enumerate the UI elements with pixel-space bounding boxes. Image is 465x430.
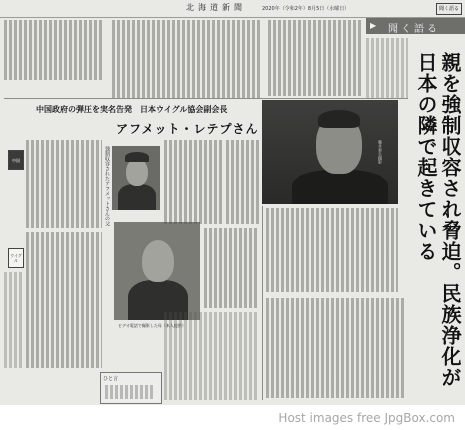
masthead [0, 0, 465, 18]
section-label-box [8, 150, 24, 170]
photo-hair-shape [318, 110, 360, 128]
mother-photo-caption: ビデオ電話で撮影した母（本人提供） [118, 323, 186, 328]
body-text-left-2 [26, 232, 102, 368]
father-cap-shape [125, 152, 149, 162]
mother-photo [114, 222, 200, 320]
watermark: Host images free JpgBox.com [278, 411, 455, 425]
section-label-text-2: ウイグル [10, 253, 22, 263]
headline: 親を強制収容され脅迫。民族浄化が日本の隣で起きている [414, 52, 462, 388]
body-text-top-left [4, 20, 104, 80]
interviewee-name: アフメット・レテプさん [116, 122, 259, 136]
paper-name: 北海道新聞 [186, 3, 246, 12]
body-text-top-middle [112, 20, 262, 98]
body-text-mid-3 [164, 312, 258, 400]
body-text-top-right [268, 20, 362, 96]
article-subhead: 中国政府の弾圧を実名告発 日本ウイグル協会副会長 [36, 105, 228, 114]
photo-body-shape [292, 170, 388, 204]
series-title: 聞く語る [388, 24, 440, 35]
section-label-box-2 [8, 248, 24, 268]
body-text-left-1 [26, 140, 102, 228]
section-tag: 聞く語る [436, 3, 462, 15]
body-text-mid-2 [204, 228, 258, 308]
side-note-text [105, 385, 155, 399]
body-text-right-2 [266, 298, 406, 398]
series-banner [366, 18, 465, 34]
top-divider [4, 98, 408, 99]
father-photo [112, 146, 160, 210]
publication-date: 2020年（令和2年）8月5日（水曜日） [262, 6, 350, 12]
footer-bar [0, 405, 465, 430]
side-note-title: ひと言 [103, 376, 119, 382]
section-label-text: 中国 [12, 157, 20, 163]
body-text-mid-4 [226, 140, 260, 224]
father-head-shape [126, 158, 148, 186]
father-body-shape [118, 184, 156, 210]
body-text-right-1 [266, 208, 398, 292]
body-text-mid-1 [164, 140, 222, 224]
arrow-icon: ▶ [370, 21, 377, 30]
body-text-left-3 [4, 272, 24, 368]
photo-credit: 藤井泰生撮影 [378, 140, 383, 164]
column-divider [262, 206, 263, 400]
father-photo-caption: 強制収容されたアフメットさんの父 [104, 146, 110, 226]
body-text-top-far-right [366, 38, 408, 98]
mother-head-shape [142, 240, 174, 282]
